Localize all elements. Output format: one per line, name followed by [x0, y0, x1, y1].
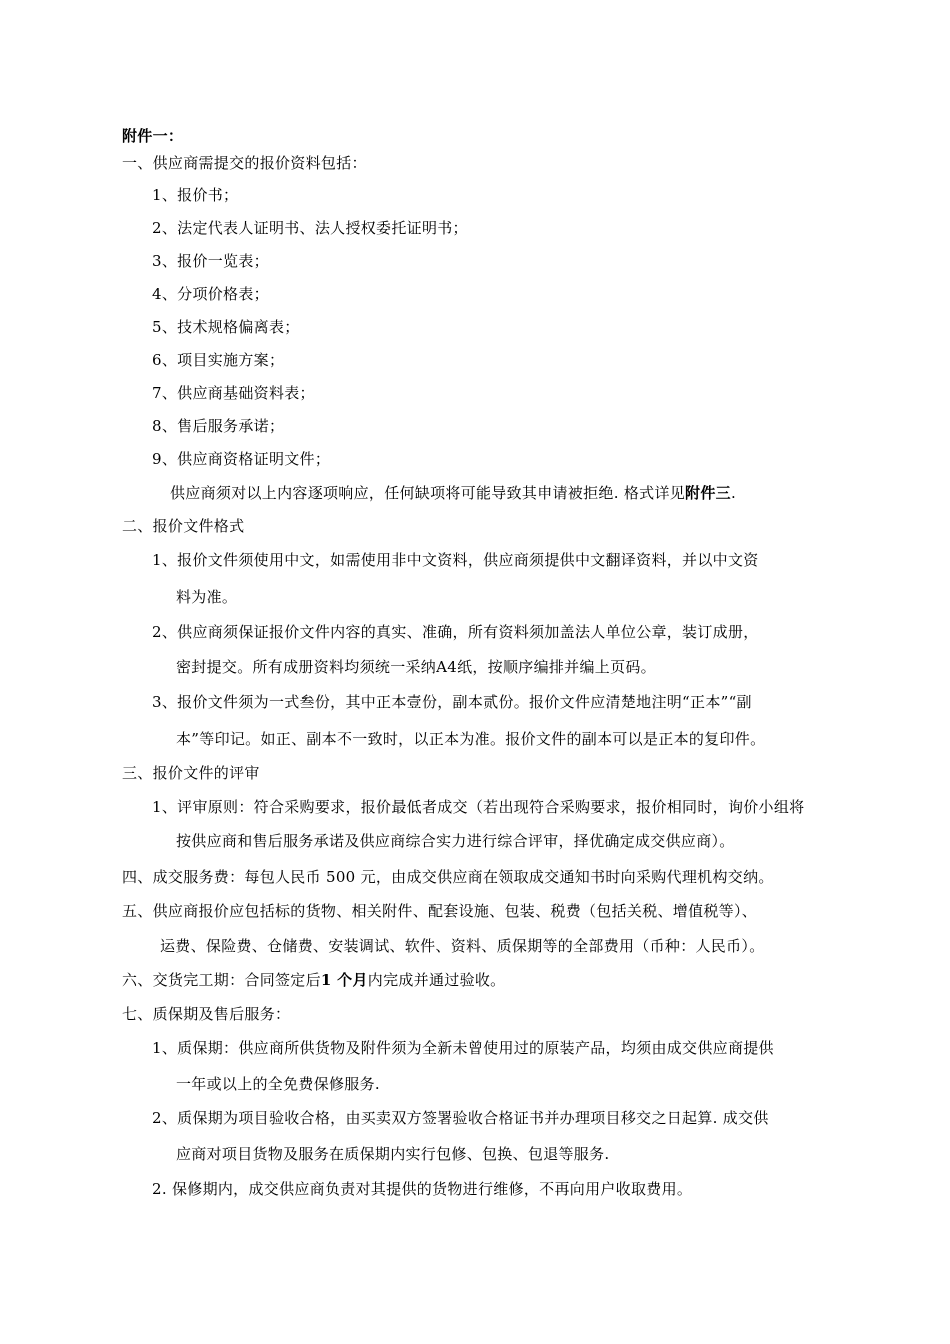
s1-note-end: .: [730, 484, 737, 502]
s6-duration: 1 个月: [320, 971, 368, 989]
s2-p1-line1: 1、报价文件须使用中文，如需使用非中文资料，供应商须提供中文翻译资料，并以中文资: [152, 551, 759, 569]
s7-p3: 2. 保修期内，成交供应商负责对其提供的货物进行维修，不再向用户收取费用。: [152, 1180, 693, 1198]
s2-p2-line2: 密封提交。所有成册资料均须统一采纳A4纸，按顺序编排并编上页码。: [176, 658, 656, 676]
section-2-heading: 二、报价文件格式: [122, 517, 245, 535]
s7-p2-line2: 应商对项目货物及服务在质保期内实行包修、包换、包退等服务.: [176, 1145, 610, 1163]
s1-item-3: 3、报价一览表；: [152, 252, 269, 270]
s3-p1-line2: 按供应商和售后服务承诺及供应商综合实力进行综合评审，择优确定成交供应商）。: [176, 832, 735, 850]
s1-note-text: 供应商须对以上内容逐项响应，任何缺项将可能导致其申请被拒绝. 格式详见: [170, 484, 686, 502]
s2-p3-line1: 3、报价文件须为一式叁份，其中正本壹份，副本贰份。报价文件应清楚地注明“正本”“副: [152, 693, 752, 711]
s1-item-6: 6、项目实施方案；: [152, 351, 285, 369]
s1-item-9: 9、供应商资格证明文件；: [152, 450, 331, 468]
s1-item-8: 8、售后服务承诺；: [152, 417, 285, 435]
s1-item-2: 2、法定代表人证明书、法人授权委托证明书；: [152, 219, 468, 237]
s2-p2-line1: 2、供应商须保证报价文件内容的真实、准确，所有资料须加盖法人单位公章，装订成册，: [152, 623, 759, 641]
section-4: 四、成交服务费：每包人民币 500 元，由成交供应商在领取成交通知书时向采购代理机构交纳。: [122, 868, 774, 886]
attachment-title: 附件一：: [122, 127, 184, 145]
s2-p3-line2: 本”等印记。如正、副本不一致时，以正本为准。报价文件的副本可以是正本的复印件。: [176, 730, 766, 748]
section-7-heading: 七、质保期及售后服务：: [122, 1005, 291, 1023]
s2-p1-line2: 料为准。: [176, 588, 238, 606]
s7-p1-line2: 一年或以上的全免费保修服务.: [176, 1075, 380, 1093]
s6-text: 六、交货完工期：合同签定后: [122, 971, 321, 989]
section-3-heading: 三、报价文件的评审: [122, 764, 260, 782]
s1-item-7: 7、供应商基础资料表；: [152, 384, 315, 402]
s3-p1-line1: 1、评审原则：符合采购要求，报价最低者成交（若出现符合采购要求，报价相同时，询价小组将: [152, 798, 805, 816]
s1-item-1: 1、报价书；: [152, 186, 239, 204]
section-1-heading: 一、供应商需提交的报价资料包括：: [122, 154, 367, 172]
s1-item-4: 4、分项价格表；: [152, 285, 269, 303]
section-5-line2: 运费、保险费、仓储费、安装调试、软件、资料、质保期等的全部费用（币种：人民币）。: [160, 937, 765, 955]
s1-note-ref: 附件三: [685, 484, 731, 502]
s7-p1-line1: 1、质保期：供应商所供货物及附件须为全新未曾使用过的原装产品，均须由成交供应商提供: [152, 1039, 774, 1057]
s6-text-end: 内完成并通过验收。: [367, 971, 506, 989]
section-6: [122, 970, 505, 990]
s7-p2-line1: 2、质保期为项目验收合格，由买卖双方签署验收合格证书并办理项目移交之日起算. 成交供: [152, 1109, 769, 1127]
section-5-line1: 五、供应商报价应包括标的货物、相关附件、配套设施、包装、税费（包括关税、增值税等）、: [122, 902, 758, 920]
s1-note: [170, 483, 736, 503]
s1-item-5: 5、技术规格偏离表；: [152, 318, 300, 336]
